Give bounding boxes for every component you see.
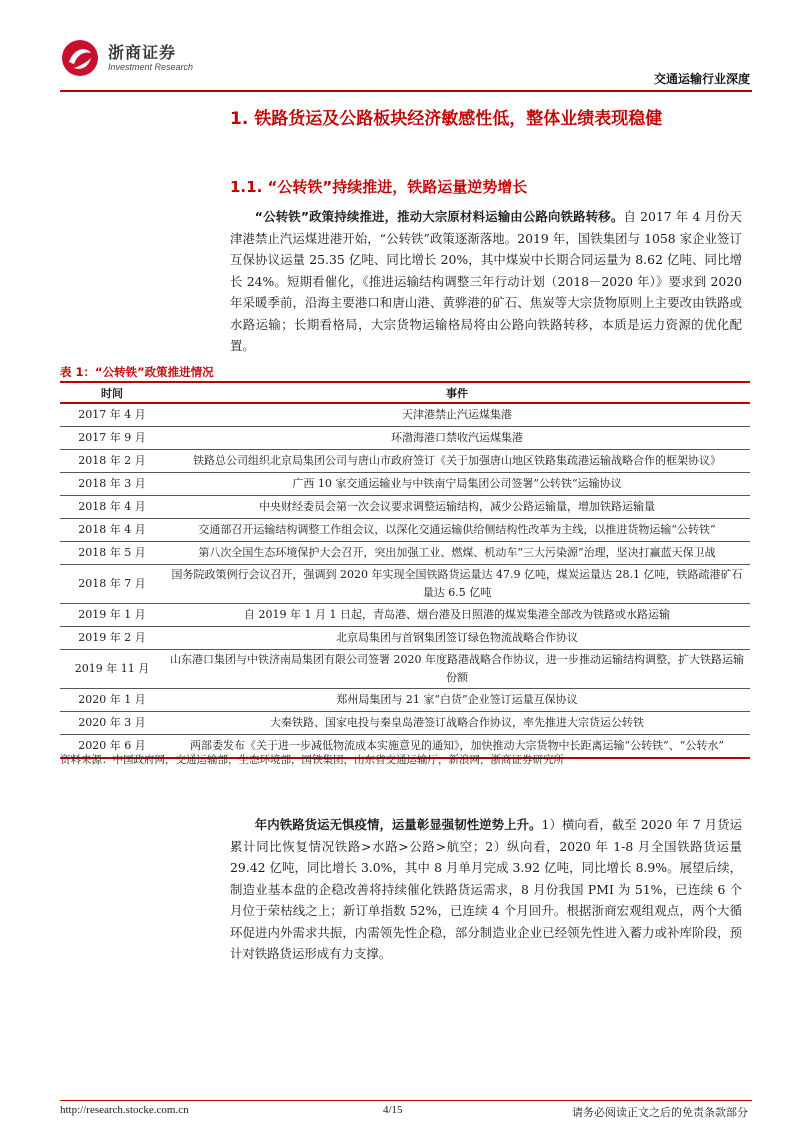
footer-website-link[interactable]: http://research.stocke.com.cn xyxy=(60,1104,189,1116)
cell-time: 2019 年 11 月 xyxy=(60,650,164,689)
cell-time: 2018 年 4 月 xyxy=(60,496,164,519)
cell-time: 2017 年 9 月 xyxy=(60,427,164,450)
table-title: 表 1：“公转铁”政策推进情况 xyxy=(60,365,214,379)
subsection-heading: 1.1. “公转铁”持续推进，铁路运量逆势增长 xyxy=(230,178,528,196)
table-row xyxy=(60,689,750,712)
paragraph-freight xyxy=(230,814,742,965)
table-row xyxy=(60,450,750,473)
cell-time: 2020 年 6 月 xyxy=(60,735,164,759)
cell-event: 交通部召开运输结构调整工作组会议，以深化交通运输供给侧结构性改革为主线，以推进货物运输“公转铁” xyxy=(164,519,750,542)
cell-time: 2019 年 1 月 xyxy=(60,604,164,627)
table-row xyxy=(60,496,750,519)
cell-time: 2018 年 2 月 xyxy=(60,450,164,473)
cell-event: 天津港禁止汽运煤集港 xyxy=(164,403,750,427)
table-row xyxy=(60,519,750,542)
column-header-event: 事件 xyxy=(164,382,750,403)
table-row xyxy=(60,473,750,496)
table-row xyxy=(60,565,750,604)
cell-time: 2018 年 3 月 xyxy=(60,473,164,496)
table-row xyxy=(60,650,750,689)
paragraph-body: 1）横向看，截至 2020 年 7 月货运累计同比恢复情况铁路>水路>公路>航空；2）纵向看，2020 年 1-8 月全国铁路货运量 29.42 亿吨，同比增长 3.0%，其中 8 月单月完成 3.92 亿吨，同比增长 8.9%。展望后续，制造业基本盘的企稳改善将持续催化铁路货运需求，8 月份我国 PMI 为 51%，已连续 6 个月位于荣枯线之上；新订单指数 52%，已连续 4 个月回升。根据浙商宏观组观点，两个大循环促进内外需求共振，内需领先性企稳，部分制造业企业已经领先性进入蓄力或补库阶段，预计对铁路货运形成有力支撑。 xyxy=(230,817,742,961)
cell-time: 2020 年 1 月 xyxy=(60,689,164,712)
cell-event: 环渤海港口禁收汽运煤集港 xyxy=(164,427,750,450)
cell-event: 大秦铁路、国家电投与秦皇岛港签订战略合作协议，率先推进大宗货运公转铁 xyxy=(164,712,750,735)
column-header-time: 时间 xyxy=(60,382,164,403)
cell-time: 2018 年 4 月 xyxy=(60,519,164,542)
footer-divider xyxy=(60,1100,752,1101)
header-divider xyxy=(60,90,752,92)
table-row xyxy=(60,604,750,627)
logo-text: 浙商证券 xyxy=(108,43,177,62)
cell-time: 2018 年 5 月 xyxy=(60,542,164,565)
table-row xyxy=(60,427,750,450)
cell-event: 国务院政策例行会议召开，强调到 2020 年实现全国铁路货运量达 47.9 亿吨，煤炭运量达 28.1 亿吨，铁路疏港矿石量达 6.5 亿吨 xyxy=(164,565,750,604)
logo-subtitle: Investment Research xyxy=(108,62,194,72)
paragraph-policy xyxy=(230,206,742,357)
disclaimer-note: 请务必阅读正文之后的免责条款部分 xyxy=(572,1106,748,1119)
cell-time: 2019 年 2 月 xyxy=(60,627,164,650)
table-row xyxy=(60,627,750,650)
cell-event: 郑州局集团与 21 家“白货”企业签订运量互保协议 xyxy=(164,689,750,712)
table-row xyxy=(60,712,750,735)
paragraph-lead: 年内铁路货运无惧疫情，运量彰显强韧性逆势上升。 xyxy=(254,817,542,832)
report-category: 交通运输行业深度 xyxy=(653,72,750,86)
cell-time: 2020 年 3 月 xyxy=(60,712,164,735)
cell-event: 第八次全国生态环境保护大会召开，突出加强工业、燃煤、机动车“三大污染源”治理，坚决打赢蓝天保卫战 xyxy=(164,542,750,565)
cell-event: 两部委发布《关于进一步减低物流成本实施意见的通知》，加快推动大宗货物中长距离运输“公转铁”、“公转水” xyxy=(164,735,750,759)
page-number: 4/15 xyxy=(383,1104,403,1116)
table-row xyxy=(60,403,750,427)
section-heading: 1. 铁路货运及公路板块经济敏感性低，整体业绩表现稳健 xyxy=(230,109,663,129)
cell-event: 北京局集团与首钢集团签订绿色物流战略合作协议 xyxy=(164,627,750,650)
policy-table xyxy=(60,381,750,759)
cell-event: 中央财经委员会第一次会议要求调整运输结构，减少公路运输量，增加铁路运输量 xyxy=(164,496,750,519)
cell-event: 自 2019 年 1 月 1 日起，青岛港、烟台港及日照港的煤炭集港全部改为铁路或水路运输 xyxy=(164,604,750,627)
table-header-row xyxy=(60,382,750,403)
cell-time: 2017 年 4 月 xyxy=(60,403,164,427)
table-row xyxy=(60,542,750,565)
cell-event: 山东港口集团与中铁济南局集团有限公司签署 2020 年度路港战略合作协议，进一步推动运输结构调整，扩大铁路运输份额 xyxy=(164,650,750,689)
paragraph-lead: “公转铁”政策持续推进，推动大宗原材料运输由公路向铁路转移。 xyxy=(254,209,624,224)
company-logo-icon xyxy=(60,38,100,78)
cell-event: 铁路总公司组织北京局集团公司与唐山市政府签订《关于加强唐山地区铁路集疏港运输战略合作的框架协议》 xyxy=(164,450,750,473)
page-header xyxy=(60,34,750,86)
paragraph-body: 自 2017 年 4 月份天津港禁止汽运煤进港开始，“公转铁”政策逐渐落地。2019 年，国铁集团与 1058 家企业签订互保协议运量 25.35 亿吨、同比增长 20%，其中煤炭中长期合同运量为 8.62 亿吨、同比增长 24%。短期看催化，《推进运输结构调整三年行动计划（2018－2020 年）》要求到 2020 年采暖季前，沿海主要港口和唐山港、黄骅港的矿石、焦炭等大宗货物原则上主要改由铁路或水路运输；长期看格局，大宗货物运输格局将由公路向铁路转移，本质是运力资源的优化配置。 xyxy=(230,209,743,353)
cell-time: 2018 年 7 月 xyxy=(60,565,164,604)
table-source-note: 资料来源：中国政府网，交通运输部，生态环境部，国铁集团，山东省交通运输厅，新浪网，浙商证券研究所 xyxy=(60,754,564,766)
cell-event: 广西 10 家交通运输业与中铁南宁局集团公司签署”公转铁“运输协议 xyxy=(164,473,750,496)
